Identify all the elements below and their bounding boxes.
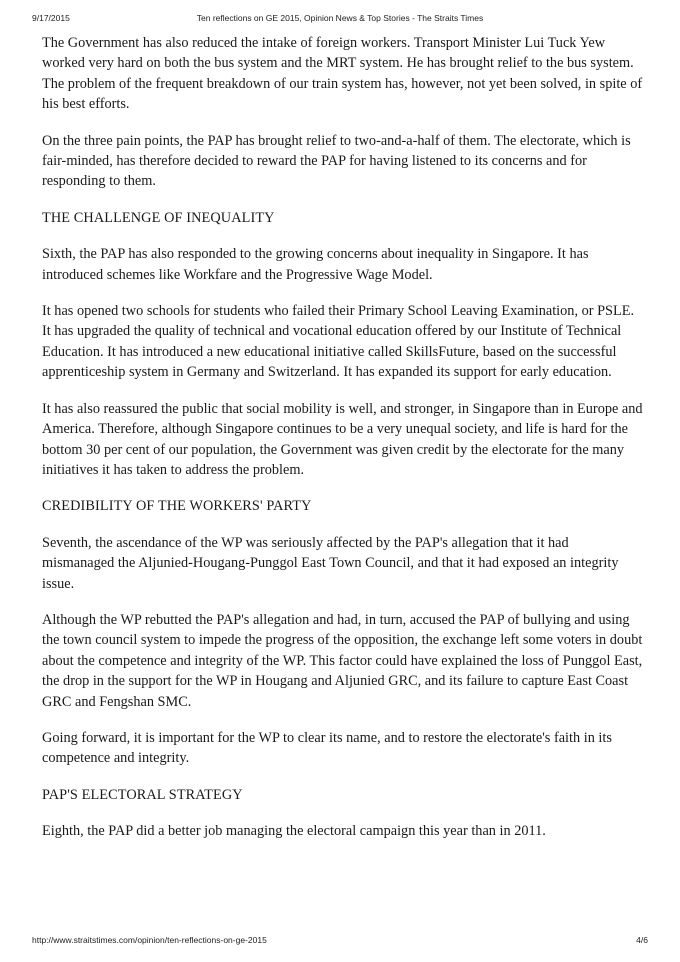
paragraph-foreign-workers: The Government has also reduced the intake of foreign workers. Transport Minister Lui Tuck Yew worked very hard on both the bus system and the MRT system. He has brought relief to the bus system. The problem of the frequent breakdown of our train system has, however, not yet been solved, in spite of his best efforts. [42, 35, 643, 113]
paragraph-sixth: Sixth, the PAP has also responded to the growing concerns about inequality in Singapore. It has introduced schemes like Workfare and the Progressive Wage Model. [42, 246, 589, 283]
print-date: 9/17/2015 [32, 13, 70, 23]
print-url: http://www.straitstimes.com/opinion/ten-reflections-on-ge-2015 [32, 935, 267, 945]
paragraph-wp-rebuttal: Although the WP rebutted the PAP's allegation and had, in turn, accused the PAP of bullying and using the town council system to impede the progress of the opposition, the exchange left some voters in doubt about the competence and integrity of the WP. This factor could have explained the loss of Punggol East, the drop in the support for the WP in Hougang and Aljunied GRC, and its failure to capture East Coast GRC and Fengshan SMC. [42, 611, 643, 710]
print-header [32, 13, 648, 25]
print-footer [32, 935, 648, 947]
section-heading-wp-credibility: CREDIBILITY OF THE WORKERS' PARTY [42, 498, 312, 515]
article-body [42, 33, 644, 858]
paragraph-schools: It has opened two schools for students who failed their Primary School Leaving Examination, or PSLE. It has upgraded the quality of technical and vocational education offered by our Institute of Technical Education. It has introduced a new educational initiative called SkillsFuture, based on the successful apprenticeship system in Germany and Switzerland. It has expanded its support for early education. [42, 303, 635, 381]
section-heading-electoral-strategy: PAP'S ELECTORAL STRATEGY [42, 786, 243, 803]
paragraph-seventh: Seventh, the ascendance of the WP was seriously affected by the PAP's allegation that it had mismanaged the Aljunied-Hougang-Punggol East Town Council, and that it had exposed an integrity issue. [42, 534, 619, 592]
section-heading-inequality: THE CHALLENGE OF INEQUALITY [42, 209, 275, 226]
page-number: 4/6 [636, 935, 648, 945]
paragraph-going-forward: Going forward, it is important for the WP to clear its name, and to restore the electorate's faith in its competence and integrity. [42, 729, 612, 767]
print-page-title: Ten reflections on GE 2015, Opinion News & Top Stories - The Straits Times [196, 13, 484, 23]
paragraph-social-mobility: It has also reassured the public that social mobility is well, and stronger, in Singapore than in Europe and America. Therefore, although Singapore continues to be a very unequal society, and life is hard for the bottom 30 per cent of our population, the Government was given credit by the electorate for the many initiatives it has taken to address the problem. [42, 400, 643, 478]
paragraph-pain-points: On the three pain points, the PAP has brought relief to two-and-a-half of them. The electorate, which is fair-minded, has therefore decided to reward the PAP for having listened to its concerns and for responding to them. [42, 132, 631, 190]
paragraph-eighth: Eighth, the PAP did a better job managing the electoral campaign this year than in 2011. [42, 823, 546, 840]
